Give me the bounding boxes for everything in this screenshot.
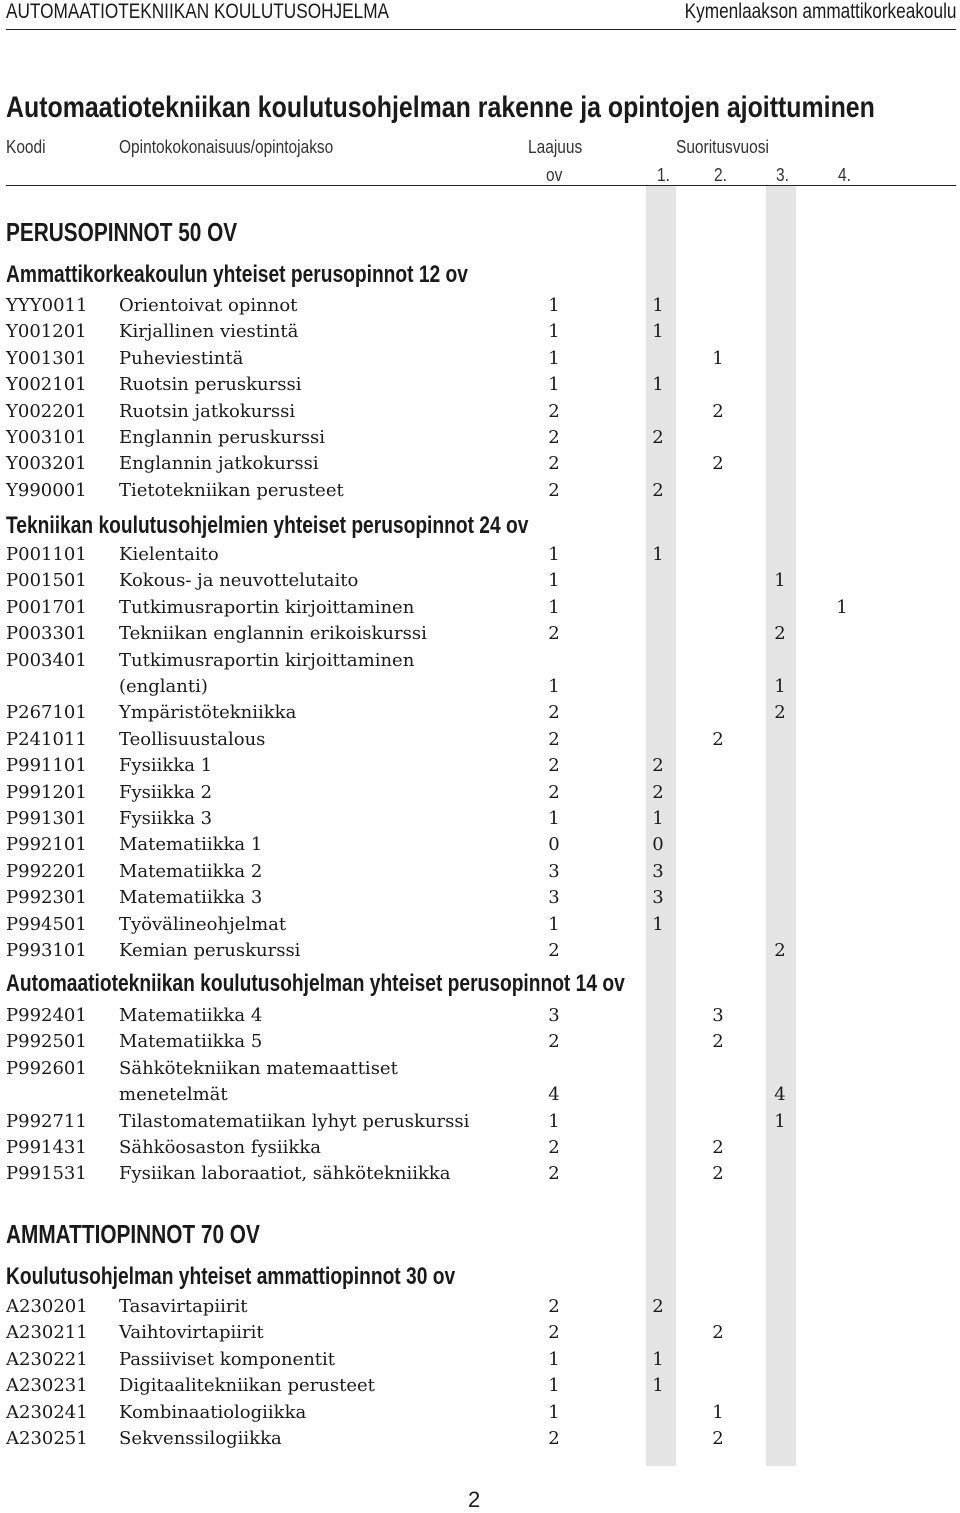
year1-value: 1 <box>652 1375 664 1397</box>
course-scope-ov: 2 <box>548 728 560 750</box>
course-code: A230211 <box>6 1322 88 1344</box>
table-row <box>0 834 960 860</box>
course-scope-ov: 0 <box>548 834 560 856</box>
year3-value: 2 <box>774 940 786 961</box>
course-code: A230241 <box>6 1401 88 1423</box>
course-scope-ov: 1 <box>548 570 560 592</box>
running-header-left: AUTOMAATIOTEKNIIKAN KOULUTUSOHJELMA <box>6 0 390 23</box>
table-row <box>0 570 960 596</box>
course-scope-ov: 2 <box>548 1031 560 1053</box>
course-scope-ov: 1 <box>548 321 560 343</box>
table-row <box>0 427 960 453</box>
year2-value: 1 <box>712 347 724 369</box>
course-code: P994501 <box>6 913 87 935</box>
table-row <box>0 808 960 834</box>
year2-value: 2 <box>712 1163 724 1185</box>
course-code: P991531 <box>6 1163 87 1185</box>
year1-value: 2 <box>652 755 664 777</box>
course-name: Fysiikan laboraatiot, sähkötekniikka <box>119 1163 451 1185</box>
table-row <box>0 1005 960 1031</box>
course-scope-ov: 1 <box>548 596 560 618</box>
course-code: P992711 <box>6 1110 87 1132</box>
course-name: Sähkötekniikan matemaattiset <box>119 1057 398 1079</box>
course-name: Kombinaatiologiikka <box>119 1401 307 1423</box>
course-scope-ov: 1 <box>548 913 560 935</box>
course-scope-ov: 1 <box>548 295 560 316</box>
course-name: Tasavirtapiirit <box>119 1296 248 1317</box>
running-header-right: Kymenlaakson ammattikorkeakoulu <box>684 0 956 23</box>
course-name: Fysiikka 2 <box>119 781 213 803</box>
table-row <box>0 1058 960 1084</box>
section-heading-perusopinnot: PERUSOPINNOT 50 OV <box>6 217 238 247</box>
year1-value: 1 <box>652 374 664 396</box>
course-name: Ruotsin peruskurssi <box>119 374 302 396</box>
course-code: Y002201 <box>6 400 87 422</box>
year1-value: 2 <box>652 781 664 803</box>
year1-value: 0 <box>652 834 664 856</box>
course-scope-ov: 2 <box>548 1296 560 1317</box>
col-header-code: Koodi <box>6 137 46 157</box>
year2-value: 2 <box>712 453 724 475</box>
table-row <box>0 295 960 321</box>
table-row <box>0 861 960 887</box>
table-row <box>0 1111 960 1137</box>
course-name: Passiiviset komponentit <box>119 1348 336 1370</box>
year1-value: 1 <box>652 321 664 343</box>
year1-value: 3 <box>652 887 664 909</box>
table-row <box>0 374 960 400</box>
table-row <box>0 1084 960 1110</box>
course-code: P267101 <box>6 702 87 724</box>
table-row <box>0 401 960 427</box>
course-name: Ruotsin jatkokurssi <box>119 400 296 422</box>
table-row <box>0 914 960 940</box>
table-row <box>0 650 960 676</box>
course-code: Y002101 <box>6 374 87 396</box>
course-name: Puheviestintä <box>119 347 244 369</box>
course-name: Englannin jatkokurssi <box>119 453 319 475</box>
course-code: P993101 <box>6 940 87 961</box>
course-code: P003301 <box>6 623 87 645</box>
year1-value: 1 <box>652 1348 664 1370</box>
year1-value: 2 <box>652 479 664 501</box>
subsection-heading-automaatio: Automaatiotekniikan koulutusohjelman yhteiset perusopinnot 14 ov <box>6 970 625 997</box>
course-scope-ov: 1 <box>548 1375 560 1397</box>
course-code: P991201 <box>6 781 87 803</box>
course-scope-ov: 3 <box>548 860 560 882</box>
table-row <box>0 676 960 702</box>
course-scope-ov: 2 <box>548 400 560 422</box>
table-row <box>0 597 960 623</box>
course-code: P991431 <box>6 1137 87 1158</box>
subsection-heading-tekniikka: Tekniikan koulutusohjelmien yhteiset perusopinnot 24 ov <box>6 512 529 539</box>
course-scope-ov: 3 <box>548 1005 560 1026</box>
course-scope-ov: 3 <box>548 887 560 909</box>
subsection-heading-amk: Ammattikorkeakoulun yhteiset perusopinnot 12 ov <box>6 261 468 288</box>
table-row <box>0 940 960 966</box>
course-name: Matematiikka 1 <box>119 834 263 856</box>
course-scope-ov: 2 <box>548 940 560 961</box>
course-scope-ov: 1 <box>548 808 560 829</box>
course-code: Y990001 <box>6 479 87 501</box>
course-code: YYY0011 <box>6 295 88 316</box>
table-row <box>0 1428 960 1454</box>
course-code: P001501 <box>6 570 87 592</box>
table-row <box>0 1163 960 1189</box>
course-code: P991101 <box>6 755 87 777</box>
table-row <box>0 453 960 479</box>
column-header-rule <box>6 185 956 186</box>
col-header-y4: 4. <box>838 165 851 185</box>
course-code: Y001201 <box>6 321 87 343</box>
course-name: Sekvenssilogiikka <box>119 1428 282 1449</box>
course-name: Tutkimusraportin kirjoittaminen <box>119 596 415 618</box>
table-row <box>0 321 960 347</box>
course-scope-ov: 2 <box>548 1428 560 1449</box>
course-name: Tilastomatematiikan lyhyt peruskurssi <box>119 1110 470 1132</box>
year2-value: 3 <box>712 1005 724 1026</box>
course-scope-ov: 1 <box>548 347 560 369</box>
table-row <box>0 348 960 374</box>
col-header-scope: Laajuus <box>528 137 583 157</box>
year1-value: 3 <box>652 860 664 882</box>
course-code: P001701 <box>6 596 87 618</box>
year3-value: 2 <box>774 702 786 724</box>
subsection-heading-koulutusohjelma: Koulutusohjelman yhteiset ammattiopinnot 30 ov <box>6 1263 456 1290</box>
year2-value: 2 <box>712 1031 724 1053</box>
year1-value: 2 <box>652 1296 664 1317</box>
course-scope-ov: 2 <box>548 755 560 777</box>
page-title: Automaatiotekniikan koulutusohjelman rakenne ja opintojen ajoittuminen <box>6 91 875 124</box>
table-row <box>0 702 960 728</box>
col-header-y2: 2. <box>714 165 727 185</box>
table-row <box>0 1375 960 1401</box>
course-name: Ympäristötekniikka <box>119 702 297 724</box>
table-row <box>0 1349 960 1375</box>
course-name: Työvälineohjelmat <box>119 913 287 935</box>
course-scope-ov: 2 <box>548 427 560 448</box>
course-name: Kokous- ja neuvottelutaito <box>119 570 359 592</box>
course-name: Tietotekniikan perusteet <box>119 479 344 501</box>
course-name: Matematiikka 3 <box>119 887 263 909</box>
course-scope-ov: 4 <box>548 1084 560 1106</box>
course-scope-ov: 2 <box>548 1322 560 1344</box>
course-code: A230231 <box>6 1375 88 1397</box>
course-code: P992301 <box>6 887 87 909</box>
course-scope-ov: 1 <box>548 1348 560 1370</box>
table-row <box>0 1296 960 1322</box>
course-name: Sähköosaston fysiikka <box>119 1137 321 1158</box>
course-name: Tutkimusraportin kirjoittaminen <box>119 649 415 671</box>
course-scope-ov: 1 <box>548 1401 560 1423</box>
course-scope-ov: 2 <box>548 623 560 645</box>
course-code: P001101 <box>6 544 87 565</box>
year2-value: 2 <box>712 1428 724 1449</box>
course-code: Y001301 <box>6 347 87 369</box>
year3-value: 1 <box>774 570 786 592</box>
course-code: P992501 <box>6 1031 87 1053</box>
course-code: A230201 <box>6 1296 88 1317</box>
year3-value: 1 <box>774 676 786 697</box>
table-row <box>0 729 960 755</box>
year4-value: 1 <box>836 596 848 618</box>
course-code: P992401 <box>6 1005 87 1026</box>
course-name: Tekniikan englannin erikoiskurssi <box>119 623 427 645</box>
table-row <box>0 1402 960 1428</box>
course-scope-ov: 1 <box>548 676 560 697</box>
course-code: P992601 <box>6 1057 87 1079</box>
year1-value: 1 <box>652 295 664 316</box>
year2-value: 2 <box>712 728 724 750</box>
course-code: P992201 <box>6 860 87 882</box>
col-header-year: Suoritusvuosi <box>676 137 769 157</box>
course-scope-ov: 2 <box>548 1163 560 1185</box>
table-row <box>0 623 960 649</box>
year1-value: 1 <box>652 913 664 935</box>
course-code: P003401 <box>6 649 87 671</box>
year2-value: 1 <box>712 1401 724 1423</box>
year1-value: 1 <box>652 544 664 565</box>
course-scope-ov: 1 <box>548 544 560 565</box>
course-code: Y003201 <box>6 453 87 475</box>
course-name: Kirjallinen viestintä <box>119 321 299 343</box>
col-header-unit: ov <box>546 165 563 185</box>
year2-value: 2 <box>712 1322 724 1344</box>
course-scope-ov: 2 <box>548 453 560 475</box>
course-name: Matematiikka 5 <box>119 1031 263 1053</box>
course-name: Kemian peruskurssi <box>119 940 301 961</box>
course-scope-ov: 1 <box>548 1110 560 1132</box>
section-heading-ammattiopinnot: AMMATTIOPINNOT 70 OV <box>6 1219 260 1249</box>
table-row <box>0 782 960 808</box>
year1-value: 1 <box>652 808 664 829</box>
course-name: Fysiikka 1 <box>119 755 213 777</box>
course-name: Matematiikka 4 <box>119 1005 263 1026</box>
table-row <box>0 1322 960 1348</box>
course-scope-ov: 1 <box>548 374 560 396</box>
year3-value: 4 <box>774 1084 786 1106</box>
course-name: Fysiikka 3 <box>119 808 213 829</box>
course-name: Teollisuustalous <box>119 728 266 750</box>
course-code: A230221 <box>6 1348 88 1370</box>
table-row <box>0 1137 960 1163</box>
col-header-y1: 1. <box>657 165 670 185</box>
course-name: Orientoivat opinnot <box>119 295 298 316</box>
course-name: menetelmät <box>119 1084 228 1106</box>
year3-value: 2 <box>774 623 786 645</box>
table-row <box>0 887 960 913</box>
course-code: P991301 <box>6 808 87 829</box>
course-name: Digitaalitekniikan perusteet <box>119 1375 375 1397</box>
table-row <box>0 1031 960 1057</box>
course-code: P241011 <box>6 728 87 750</box>
course-name: Matematiikka 2 <box>119 860 263 882</box>
year1-value: 2 <box>652 427 664 448</box>
course-name: (englanti) <box>119 676 208 697</box>
year3-value: 1 <box>774 1110 786 1132</box>
table-row <box>0 544 960 570</box>
course-scope-ov: 2 <box>548 479 560 501</box>
table-row <box>0 755 960 781</box>
header-rule <box>6 29 956 30</box>
course-code: P992101 <box>6 834 87 856</box>
course-code: A230251 <box>6 1428 88 1449</box>
course-scope-ov: 2 <box>548 1137 560 1158</box>
course-scope-ov: 2 <box>548 781 560 803</box>
col-header-name: Opintokokonaisuus/opintojakso <box>119 137 334 157</box>
year2-value: 2 <box>712 1137 724 1158</box>
page-number: 2 <box>468 1487 481 1512</box>
course-name: Englannin peruskurssi <box>119 427 325 448</box>
course-name: Kielentaito <box>119 544 219 565</box>
course-name: Vaihtovirtapiirit <box>119 1322 264 1344</box>
course-code: Y003101 <box>6 427 87 448</box>
year2-value: 2 <box>712 400 724 422</box>
table-row <box>0 480 960 506</box>
course-scope-ov: 2 <box>548 702 560 724</box>
col-header-y3: 3. <box>776 165 789 185</box>
